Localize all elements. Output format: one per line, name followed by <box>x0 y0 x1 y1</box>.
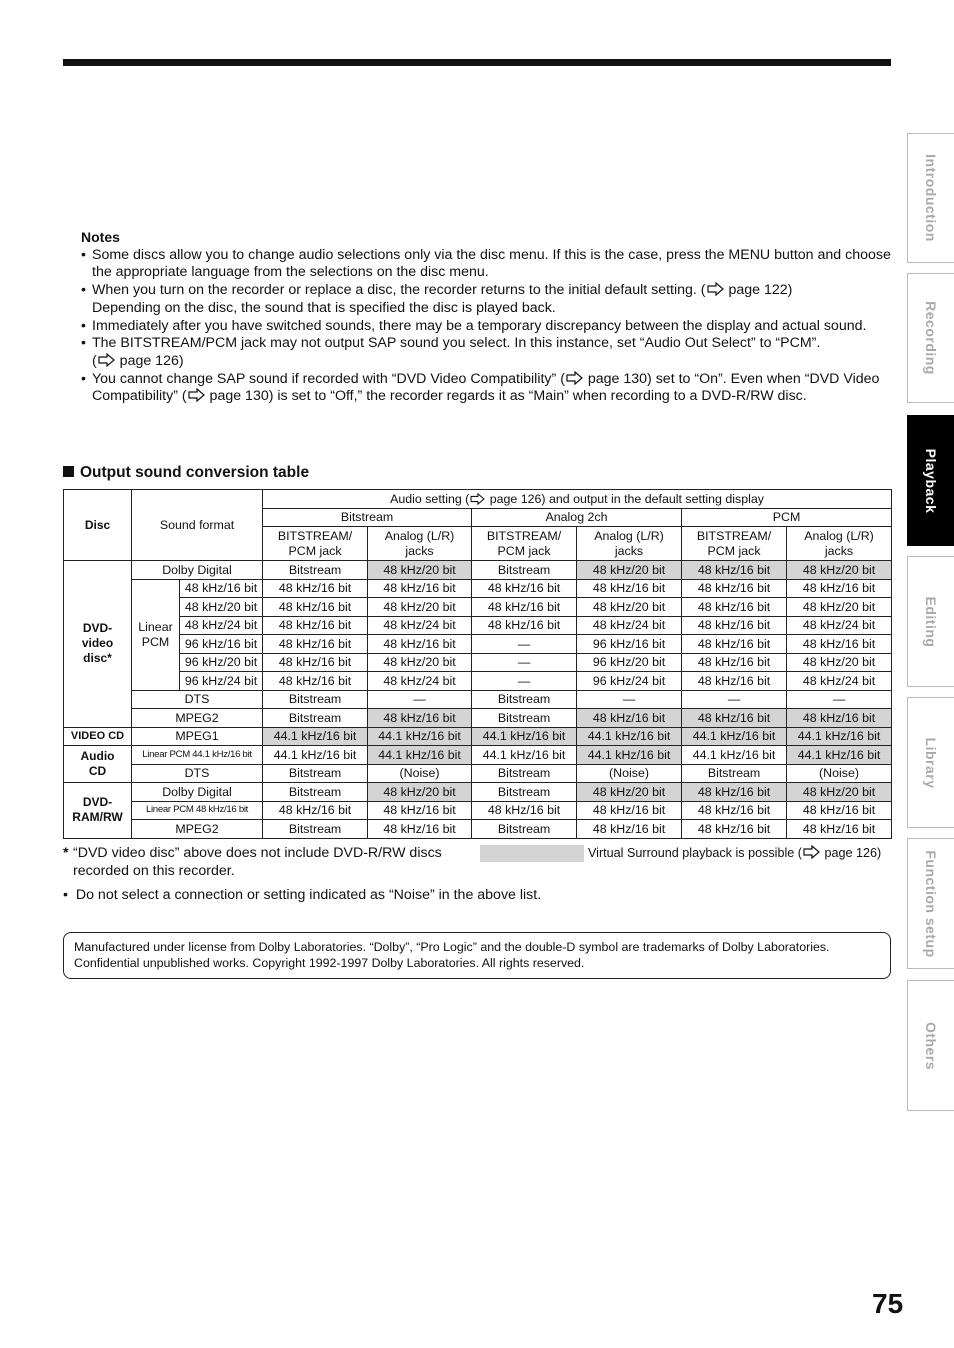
output-cell: 48 kHz/20 bit <box>368 561 472 580</box>
output-cell: Bitstream <box>263 783 368 802</box>
output-cell: — <box>787 690 892 709</box>
output-cell: 48 kHz/16 bit <box>682 561 787 580</box>
table-row <box>64 801 892 820</box>
output-sound-conversion-table <box>63 489 892 839</box>
sound-format-cell: MPEG2 <box>132 709 263 728</box>
sound-format-cell: 48 kHz/24 bit <box>180 616 263 635</box>
output-cell: 48 kHz/16 bit <box>263 653 368 672</box>
group-header: Bitstream <box>263 508 472 527</box>
square-bullet-icon <box>63 466 74 477</box>
output-cell: 48 kHz/24 bit <box>368 616 472 635</box>
arrow-right-icon <box>707 282 724 296</box>
output-cell: 48 kHz/16 bit <box>682 672 787 691</box>
output-cell: Bitstream <box>263 820 368 839</box>
jack-header: Analog (L/R) jacks <box>787 527 892 561</box>
output-cell: 48 kHz/16 bit <box>787 635 892 654</box>
arrow-right-icon <box>98 353 115 367</box>
output-cell: — <box>472 672 577 691</box>
output-cell: 96 kHz/20 bit <box>577 653 682 672</box>
group-header: PCM <box>682 508 892 527</box>
tab-label: Playback <box>923 448 939 513</box>
sound-format-cell: DTS <box>132 690 263 709</box>
output-cell: 48 kHz/16 bit <box>577 709 682 728</box>
output-cell: 48 kHz/16 bit <box>787 820 892 839</box>
output-cell: 48 kHz/16 bit <box>682 653 787 672</box>
output-cell: 48 kHz/16 bit <box>263 598 368 617</box>
output-cell: 48 kHz/16 bit <box>472 598 577 617</box>
output-cell: 44.1 kHz/16 bit <box>682 746 787 765</box>
group-header: Analog 2ch <box>472 508 682 527</box>
output-cell: 48 kHz/16 bit <box>472 801 577 820</box>
output-cell: 48 kHz/16 bit <box>472 579 577 598</box>
table-row <box>64 616 892 635</box>
output-cell: 48 kHz/20 bit <box>577 561 682 580</box>
output-cell: 48 kHz/16 bit <box>368 801 472 820</box>
output-cell: 48 kHz/16 bit <box>682 820 787 839</box>
output-cell: 48 kHz/24 bit <box>577 616 682 635</box>
output-cell: Bitstream <box>472 783 577 802</box>
output-cell: Bitstream <box>263 690 368 709</box>
output-cell: Bitstream <box>263 561 368 580</box>
sound-format-cell: Linear PCM 44.1 kHz/16 bit <box>132 746 263 765</box>
table-row <box>64 709 892 728</box>
table-row <box>64 598 892 617</box>
disc-audio-cd: Audio CD <box>64 746 132 783</box>
audio-setting-header: Audio setting ( page 126) and output in the default setting display <box>263 490 892 509</box>
tab-label: Others <box>923 1021 939 1070</box>
linear-pcm-label: Linear PCM <box>132 579 180 690</box>
output-cell: 48 kHz/16 bit <box>577 579 682 598</box>
output-cell: 44.1 kHz/16 bit <box>577 727 682 746</box>
output-cell: 48 kHz/24 bit <box>368 672 472 691</box>
arrow-right-icon <box>470 493 485 505</box>
note-item: • Immediately after you have switched sounds, there may be a temporary discrepancy between the display and actual sound. <box>81 318 891 336</box>
output-cell: 48 kHz/16 bit <box>682 616 787 635</box>
disc-video-cd: VIDEO CD <box>64 727 132 746</box>
sound-format-cell: DTS <box>132 764 263 783</box>
output-cell: Bitstream <box>472 820 577 839</box>
sound-format-cell: 96 kHz/20 bit <box>180 653 263 672</box>
output-cell: — <box>577 690 682 709</box>
output-cell: Bitstream <box>682 764 787 783</box>
sound-format-cell: MPEG2 <box>132 820 263 839</box>
table-row <box>64 690 892 709</box>
output-cell: 48 kHz/16 bit <box>263 616 368 635</box>
table-row <box>64 764 892 783</box>
output-cell: (Noise) <box>368 764 472 783</box>
sound-format-cell: Dolby Digital <box>132 783 263 802</box>
output-cell: — <box>682 690 787 709</box>
table-row <box>64 783 892 802</box>
table-row <box>64 635 892 654</box>
note-item: • The BITSTREAM/PCM jack may not output SAP sound you select. In this instance, set “Audio Out Select” to “PCM”. ( page 126) <box>81 335 891 370</box>
output-cell: 44.1 kHz/16 bit <box>472 746 577 765</box>
output-cell: — <box>472 653 577 672</box>
sound-format-cell: Dolby Digital <box>132 561 263 580</box>
table-row <box>64 653 892 672</box>
output-cell: 48 kHz/24 bit <box>787 616 892 635</box>
header-rule <box>63 59 891 66</box>
output-cell: Bitstream <box>263 709 368 728</box>
output-cell: 48 kHz/24 bit <box>787 672 892 691</box>
jack-header: BITSTREAM/ PCM jack <box>682 527 787 561</box>
arrow-right-icon <box>566 371 583 385</box>
tab-library[interactable] <box>907 697 954 828</box>
tab-playback[interactable] <box>907 415 954 546</box>
arrow-right-icon <box>188 388 205 402</box>
output-cell: 48 kHz/16 bit <box>682 783 787 802</box>
sound-format-cell: 96 kHz/24 bit <box>180 672 263 691</box>
output-cell: 48 kHz/16 bit <box>682 801 787 820</box>
output-cell: 48 kHz/16 bit <box>787 801 892 820</box>
output-cell: 48 kHz/16 bit <box>263 579 368 598</box>
note-item: • You cannot change SAP sound if recorded with “DVD Video Compatibility” ( page 130) set to “On”. Even when “DVD Video Compatibility” ( page 130) is set to “Off,” the recorder regards it as “Main” when recording to a DVD-R/RW disc. <box>81 371 891 406</box>
output-cell: 48 kHz/20 bit <box>787 598 892 617</box>
tab-editing[interactable] <box>907 556 954 687</box>
output-cell: — <box>472 635 577 654</box>
output-cell: 48 kHz/20 bit <box>368 598 472 617</box>
output-cell: (Noise) <box>577 764 682 783</box>
output-cell: 48 kHz/16 bit <box>682 635 787 654</box>
output-cell: 44.1 kHz/16 bit <box>787 727 892 746</box>
output-cell: Bitstream <box>472 709 577 728</box>
table-row <box>64 746 892 765</box>
sound-format-cell: 48 kHz/20 bit <box>180 598 263 617</box>
arrow-right-icon <box>803 845 820 859</box>
note-item: • Some discs allow you to change audio selections only via the disc menu. If this is the case, press the MENU button and choose the appropriate language from the selections on the disc menu. <box>81 247 891 282</box>
tab-label: Recording <box>923 301 939 375</box>
tab-recording[interactable] <box>907 273 954 403</box>
output-cell: 96 kHz/24 bit <box>577 672 682 691</box>
output-cell: Bitstream <box>263 764 368 783</box>
license-notice: Manufactured under license from Dolby Laboratories. “Dolby”, “Pro Logic” and the double-D symbol are trademarks of Dolby Laboratories. Confidential unpublished works. Copyright 1992-1997 Dolby Laboratories. All rights reserved. <box>63 932 891 979</box>
jack-header: BITSTREAM/ PCM jack <box>263 527 368 561</box>
output-cell: 48 kHz/16 bit <box>263 635 368 654</box>
output-cell: 44.1 kHz/16 bit <box>472 727 577 746</box>
output-cell: 44.1 kHz/16 bit <box>368 727 472 746</box>
output-cell: 48 kHz/16 bit <box>368 709 472 728</box>
sound-format-cell: 96 kHz/16 bit <box>180 635 263 654</box>
output-cell: 44.1 kHz/16 bit <box>787 746 892 765</box>
output-cell: 44.1 kHz/16 bit <box>368 746 472 765</box>
output-cell: 48 kHz/16 bit <box>368 820 472 839</box>
output-cell: 48 kHz/16 bit <box>787 579 892 598</box>
sound-format-cell: Linear PCM 48 kHz/16 bit <box>132 801 263 820</box>
table-row <box>64 727 892 746</box>
output-cell: 44.1 kHz/16 bit <box>263 727 368 746</box>
output-cell: Bitstream <box>472 690 577 709</box>
notes-section <box>81 229 891 406</box>
output-cell: 48 kHz/16 bit <box>263 801 368 820</box>
jack-header: Analog (L/R) jacks <box>368 527 472 561</box>
output-cell: 48 kHz/16 bit <box>368 635 472 654</box>
sound-format-cell: 48 kHz/16 bit <box>180 579 263 598</box>
footnote-dvd-video: * “DVD video disc” above does not include DVD-R/RW discs recorded on this recorder. <box>63 845 442 879</box>
output-cell: 48 kHz/16 bit <box>368 579 472 598</box>
output-cell: 48 kHz/16 bit <box>472 616 577 635</box>
page-number: 75 <box>872 1288 904 1319</box>
format-header: Sound format <box>132 490 263 561</box>
output-cell: 48 kHz/20 bit <box>368 783 472 802</box>
output-cell: 48 kHz/16 bit <box>577 801 682 820</box>
output-cell: 48 kHz/16 bit <box>263 672 368 691</box>
output-cell: 48 kHz/16 bit <box>682 579 787 598</box>
legend-text: Virtual Surround playback is possible ( page 126) <box>588 846 882 860</box>
table-row <box>64 820 892 839</box>
output-cell: 48 kHz/20 bit <box>368 653 472 672</box>
output-cell: — <box>368 690 472 709</box>
output-cell: 96 kHz/16 bit <box>577 635 682 654</box>
disc-header: Disc <box>64 490 132 561</box>
tab-label: Library <box>923 737 939 788</box>
tab-label: Editing <box>923 596 939 647</box>
table-row <box>64 672 892 691</box>
disc-dvd-video: DVD- video disc* <box>64 561 132 728</box>
disc-dvd-ram-rw: DVD- RAM/RW <box>64 783 132 839</box>
legend-swatch <box>480 845 584 862</box>
output-cell: 48 kHz/16 bit <box>682 709 787 728</box>
note-item: • When you turn on the recorder or replace a disc, the recorder returns to the initial default setting. ( page 122) Depending on the disc, the sound that is specified the disc is played back. <box>81 282 891 317</box>
tab-label: Function setup <box>923 849 939 958</box>
output-cell: 48 kHz/20 bit <box>577 598 682 617</box>
output-cell: Bitstream <box>472 764 577 783</box>
table-row <box>64 579 892 598</box>
output-cell: 48 kHz/16 bit <box>682 598 787 617</box>
output-cell: 48 kHz/20 bit <box>787 561 892 580</box>
output-cell: 44.1 kHz/16 bit <box>682 727 787 746</box>
output-cell: 48 kHz/16 bit <box>787 709 892 728</box>
output-cell: 48 kHz/20 bit <box>787 653 892 672</box>
footnote-noise: • Do not select a connection or setting indicated as “Noise” in the above list. <box>63 887 542 903</box>
output-cell: 48 kHz/16 bit <box>577 820 682 839</box>
jack-header: Analog (L/R) jacks <box>577 527 682 561</box>
sound-format-cell: MPEG1 <box>132 727 263 746</box>
section-title: Output sound conversion table <box>63 464 309 482</box>
output-cell: 48 kHz/20 bit <box>787 783 892 802</box>
table-row <box>64 561 892 580</box>
tab-introduction[interactable] <box>907 133 954 263</box>
output-cell: (Noise) <box>787 764 892 783</box>
output-cell: 44.1 kHz/16 bit <box>263 746 368 765</box>
jack-header: BITSTREAM/ PCM jack <box>472 527 577 561</box>
notes-heading: Notes <box>81 229 120 245</box>
tab-label: Introduction <box>923 154 939 242</box>
tab-function-setup[interactable] <box>907 838 954 969</box>
output-cell: 44.1 kHz/16 bit <box>577 746 682 765</box>
output-cell: Bitstream <box>472 561 577 580</box>
tab-others[interactable] <box>907 980 954 1111</box>
output-cell: 48 kHz/20 bit <box>577 783 682 802</box>
